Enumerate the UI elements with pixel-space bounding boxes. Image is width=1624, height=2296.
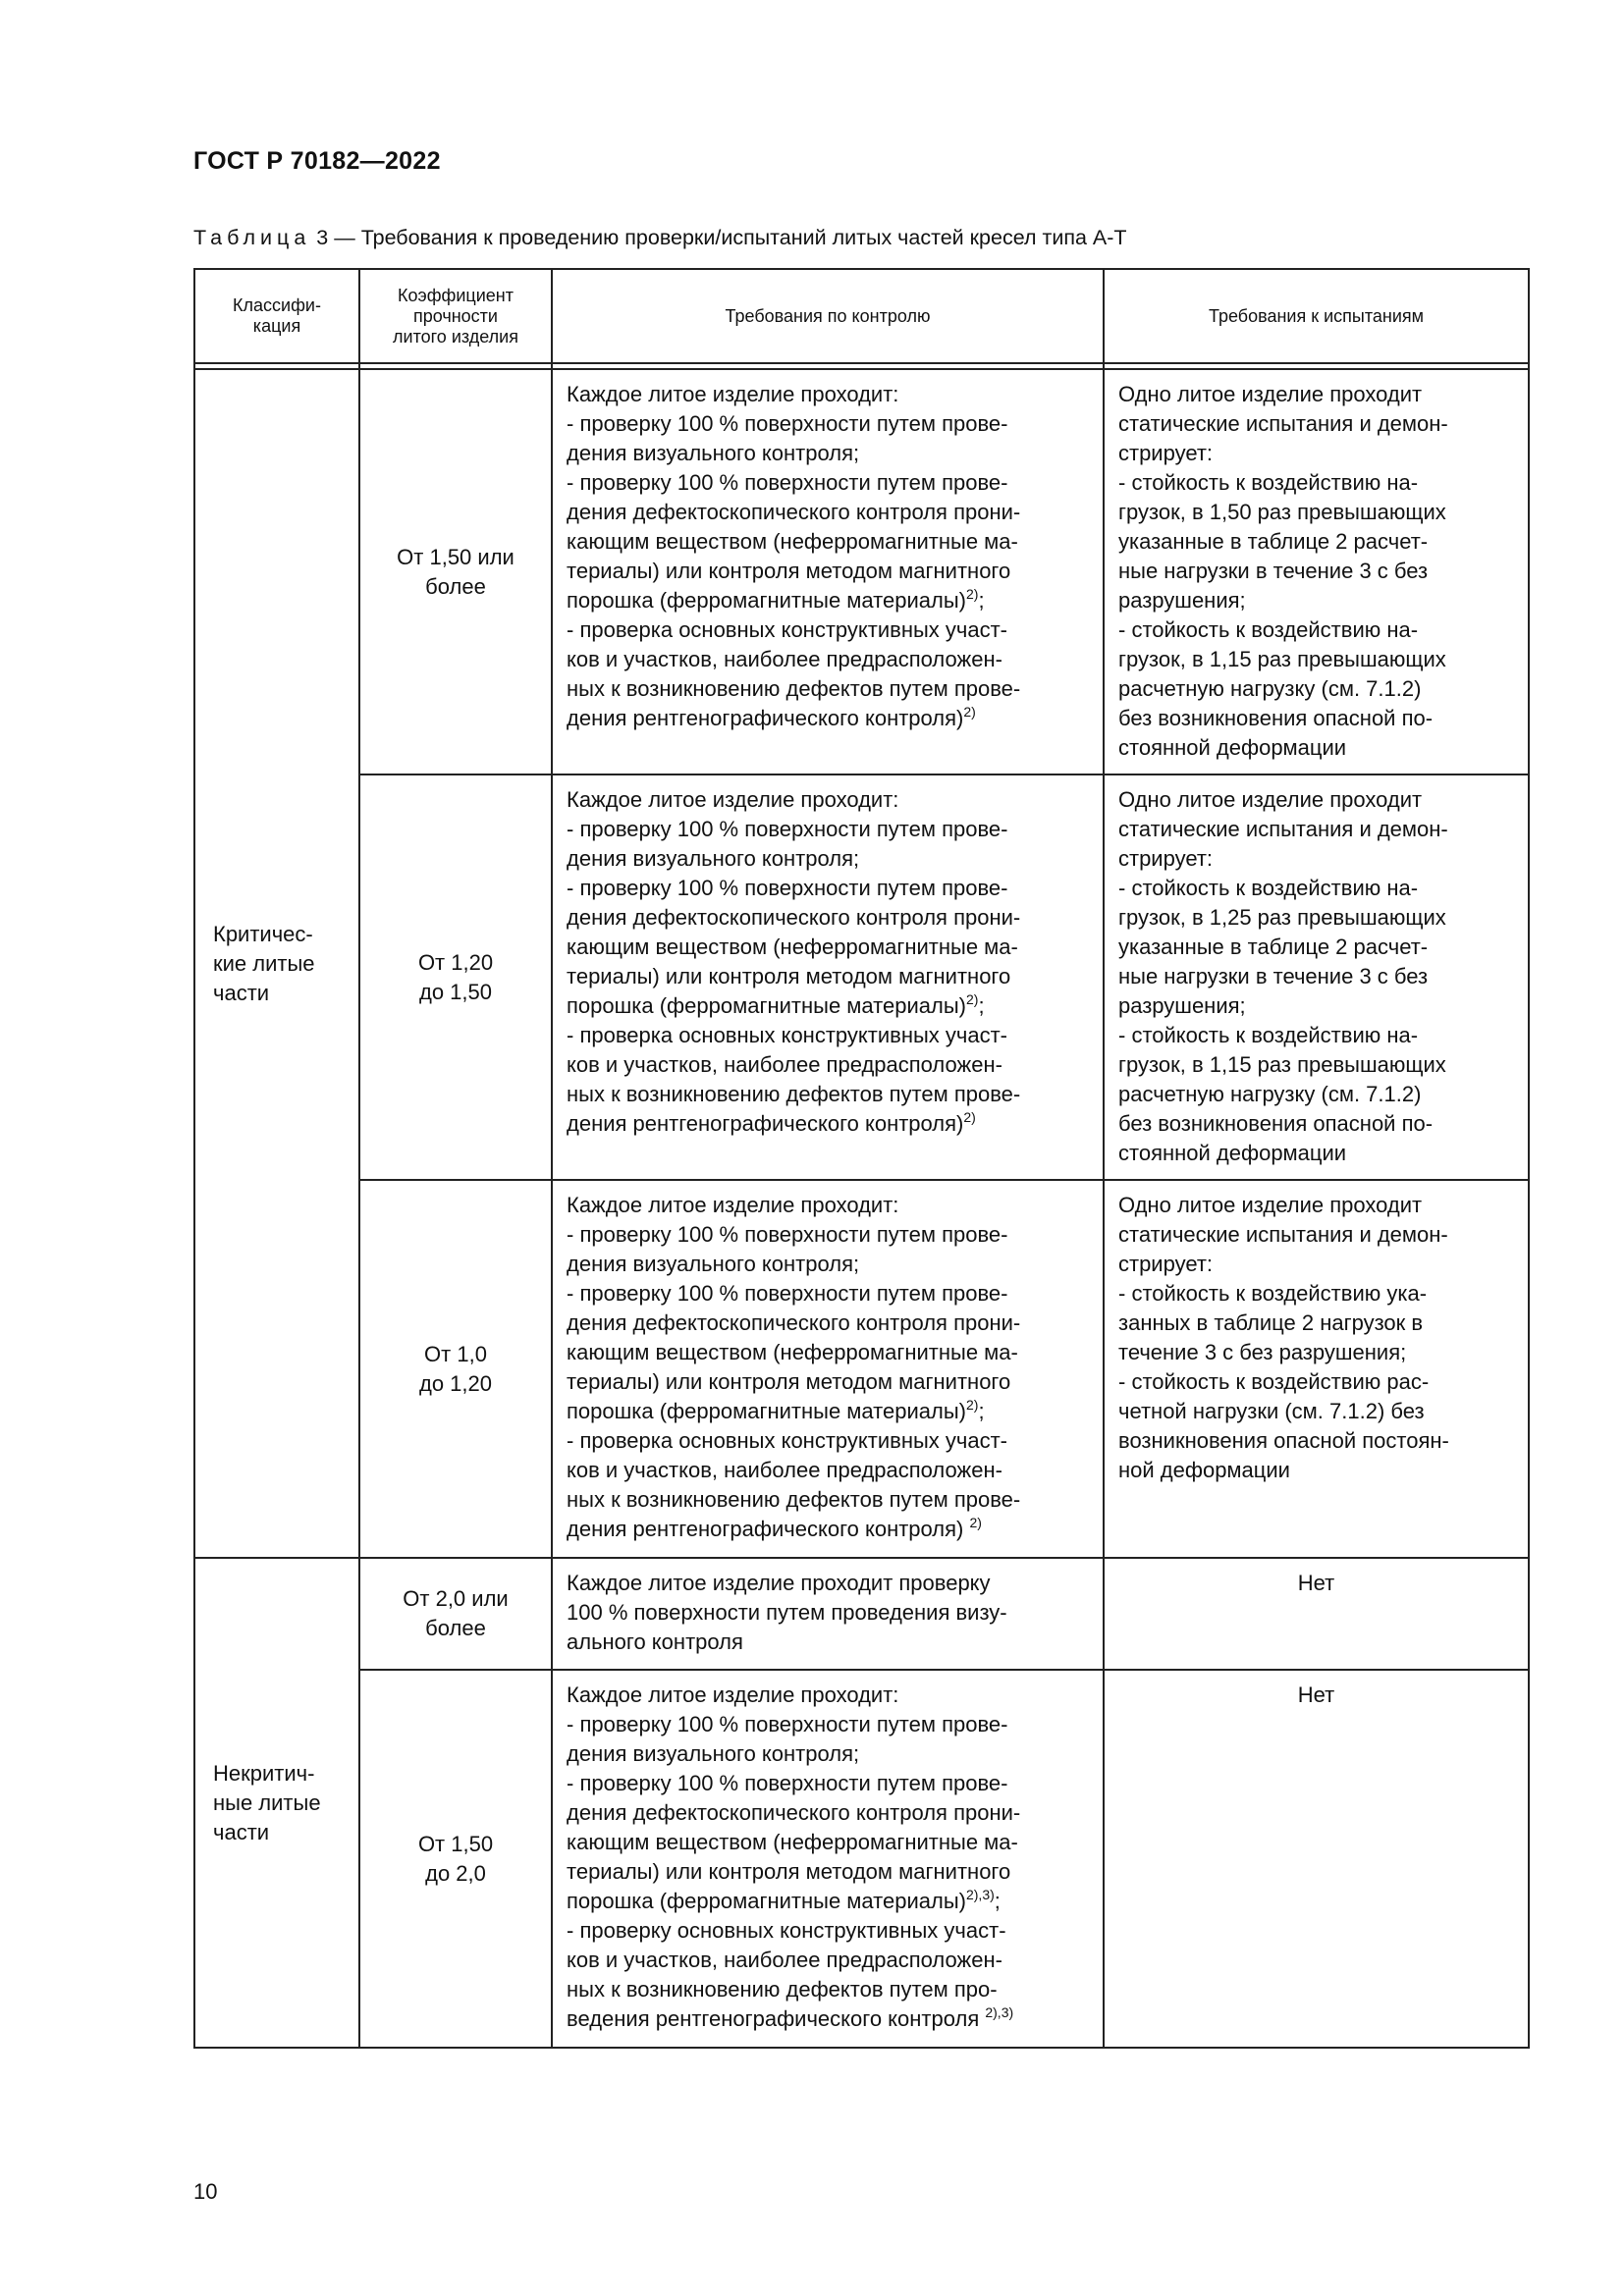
text-line: стрирует: — [1118, 441, 1214, 465]
text-line: четной нагрузки (см. 7.1.2) без — [1118, 1399, 1425, 1423]
text-line: - стойкость к воздействию на- — [1118, 1023, 1419, 1047]
tests-cell — [1104, 1180, 1529, 1558]
control-cell — [552, 369, 1104, 774]
text-line: - стойкость к воздействию ука- — [1118, 1281, 1428, 1306]
text-line: териалы) или контроля методом магнитного — [567, 559, 1011, 583]
text-line: - проверку 100 % поверхности путем прове- — [567, 411, 1008, 436]
control-cell — [552, 1670, 1104, 2048]
footnote-ref: 2) — [965, 586, 979, 602]
tests-cell — [1104, 369, 1529, 774]
text-line: Каждое литое изделие проходит: — [567, 1193, 899, 1217]
text-line: дения визуального контроля; — [567, 441, 860, 465]
text-line: Одно литое изделие проходит — [1118, 1193, 1423, 1217]
footnote-ref: 2) — [965, 991, 979, 1007]
text-line: дения визуального контроля; — [567, 846, 860, 871]
footnote-ref: 2),3) — [985, 2004, 1014, 2020]
text-line: ной деформации — [1118, 1458, 1290, 1482]
text-line: ков и участков, наиболее предрасположен- — [567, 1458, 1002, 1482]
text-line: грузок, в 1,50 раз превышающих — [1118, 500, 1446, 524]
text-line: ные нагрузки в течение 3 с без — [1118, 559, 1429, 583]
text-line: грузок, в 1,25 раз превышающих — [1118, 905, 1446, 930]
text-line: статические испытания и демон- — [1118, 1222, 1448, 1247]
table-row — [194, 1558, 1529, 1670]
tests-cell — [1104, 1558, 1529, 1670]
text-line: стрирует: — [1118, 1252, 1214, 1276]
text-line: териалы) или контроля методом магнитного — [567, 964, 1011, 988]
coefficient-cell: От 2,0 или более — [359, 1558, 552, 1670]
text-line: порошка (ферромагнитные материалы)$^{2)}$; — [567, 1397, 985, 1423]
table-row — [194, 369, 1529, 774]
text-line: ных к возникновению дефектов путем про- — [567, 1977, 998, 2002]
control-cell — [552, 774, 1104, 1180]
header-coefficient: Коэффициент прочности литого изделия — [359, 269, 552, 363]
tests-none: Нет — [1297, 1571, 1335, 1595]
text-line: ных к возникновению дефектов путем прове- — [567, 1487, 1021, 1512]
footnote-ref: 2) — [963, 1109, 976, 1125]
text-line: - проверку 100 % поверхности путем прове- — [567, 1281, 1008, 1306]
text-line: кающим веществом (неферромагнитные ма- — [567, 529, 1018, 554]
text-line: указанные в таблице 2 расчет- — [1118, 529, 1429, 554]
text-line: ального контроля — [567, 1629, 743, 1654]
text-line: статические испытания и демон- — [1118, 817, 1448, 841]
coefficient-cell: От 1,50 до 2,0 — [359, 1670, 552, 2048]
text-line: ные нагрузки в течение 3 с без — [1118, 964, 1429, 988]
text-line: - проверку 100 % поверхности путем прове- — [567, 470, 1008, 495]
text-line: разрушения; — [1118, 993, 1246, 1018]
coefficient-cell: От 1,50 или более — [359, 369, 552, 774]
text-line: Одно литое изделие проходит — [1118, 787, 1423, 812]
text-line: ведения рентгенографического контроля $^{2),3)}$ — [567, 2004, 1014, 2031]
table-row — [194, 1180, 1529, 1558]
text-line: - проверка основных конструктивных участ- — [567, 1023, 1007, 1047]
table-row — [194, 1670, 1529, 2048]
footnote-ref: 2) — [969, 1515, 982, 1530]
footnote-ref: 2),3) — [965, 1887, 995, 1902]
text-line: дения визуального контроля; — [567, 1741, 860, 1766]
classification-cell-critical: Критичес- кие литые части — [194, 369, 359, 1558]
text-line: статические испытания и демон- — [1118, 411, 1448, 436]
table-caption — [193, 226, 1127, 250]
control-cell — [552, 1180, 1104, 1558]
coefficient-cell: От 1,20 до 1,50 — [359, 774, 552, 1180]
control-cell — [552, 1558, 1104, 1670]
table-row — [194, 774, 1529, 1180]
header-control: Требования по контролю — [552, 269, 1104, 363]
text-line: грузок, в 1,15 раз превышающих — [1118, 1052, 1446, 1077]
footnote-ref: 2) — [963, 704, 976, 720]
text-line: - проверку 100 % поверхности путем прове- — [567, 1712, 1008, 1736]
text-line: ных к возникновению дефектов путем прове- — [567, 1082, 1021, 1106]
text-line: без возникновения опасной по- — [1118, 1111, 1434, 1136]
text-line: без возникновения опасной по- — [1118, 706, 1434, 730]
text-line: стоянной деформации — [1118, 735, 1347, 760]
text-line: Каждое литое изделие проходит: — [567, 382, 899, 406]
text-line: возникновения опасной постоян- — [1118, 1428, 1449, 1453]
text-line: дения дефектоскопического контроля прони- — [567, 905, 1021, 930]
text-line: дения дефектоскопического контроля прони- — [567, 1800, 1021, 1825]
document-code: ГОСТ Р 70182—2022 — [193, 147, 441, 175]
text-line: териалы) или контроля методом магнитного — [567, 1859, 1011, 1884]
text-line: ков и участков, наиболее предрасположен- — [567, 647, 1002, 671]
text-line: ных к возникновению дефектов путем прове- — [567, 676, 1021, 701]
text-line: - проверка основных конструктивных участ- — [567, 1428, 1007, 1453]
text-line: занных в таблице 2 нагрузок в — [1118, 1310, 1424, 1335]
text-line: Каждое литое изделие проходит: — [567, 1682, 899, 1707]
text-line: - проверку 100 % поверхности путем прове- — [567, 876, 1008, 900]
table-caption-text: 3 — Требования к проведению проверки/испытаний литых частей кресел типа А-Т — [310, 226, 1127, 249]
classification-cell-noncritical: Некритич- ные литые части — [194, 1558, 359, 2048]
text-line: стоянной деформации — [1118, 1141, 1347, 1165]
text-line: указанные в таблице 2 расчет- — [1118, 934, 1429, 959]
text-line: порошка (ферромагнитные материалы)$^{2),3)}$; — [567, 1887, 1001, 1913]
tests-none: Нет — [1297, 1682, 1335, 1707]
text-line: кающим веществом (неферромагнитные ма- — [567, 1830, 1018, 1854]
text-line: разрушения; — [1118, 588, 1246, 613]
text-line: порошка (ферромагнитные материалы)$^{2)}$; — [567, 991, 985, 1018]
tests-cell — [1104, 774, 1529, 1180]
header-classification: Классифи- кация — [194, 269, 359, 363]
text-line: - стойкость к воздействию рас- — [1118, 1369, 1430, 1394]
requirements-table — [193, 268, 1530, 2049]
text-line: дения рентгенографического контроля)$^{2)}$ — [567, 704, 976, 730]
text-line: грузок, в 1,15 раз превышающих — [1118, 647, 1446, 671]
text-line: дения визуального контроля; — [567, 1252, 860, 1276]
text-line: расчетную нагрузку (см. 7.1.2) — [1118, 676, 1422, 701]
text-line: - стойкость к воздействию на- — [1118, 470, 1419, 495]
text-line: - стойкость к воздействию на- — [1118, 876, 1419, 900]
text-line: дения дефектоскопического контроля прони- — [567, 500, 1021, 524]
text-line: - стойкость к воздействию на- — [1118, 617, 1419, 642]
text-line: Каждое литое изделие проходит проверку — [567, 1571, 991, 1595]
text-line: Одно литое изделие проходит — [1118, 382, 1423, 406]
text-line: кающим веществом (неферромагнитные ма- — [567, 934, 1018, 959]
text-line: Каждое литое изделие проходит: — [567, 787, 899, 812]
tests-cell — [1104, 1670, 1529, 2048]
text-line: - проверку 100 % поверхности путем прове- — [567, 1222, 1008, 1247]
coefficient-cell: От 1,0 до 1,20 — [359, 1180, 552, 1558]
text-line: - проверку 100 % поверхности путем прове- — [567, 817, 1008, 841]
text-line: дения рентгенографического контроля)$^{2)}$ — [567, 1109, 976, 1136]
text-line: порошка (ферромагнитные материалы)$^{2)}$; — [567, 586, 985, 613]
text-line: 100 % поверхности путем проведения визу- — [567, 1600, 1007, 1625]
text-line: дения рентгенографического контроля) $^{2)}$ — [567, 1515, 982, 1541]
text-line: кающим веществом (неферромагнитные ма- — [567, 1340, 1018, 1364]
text-line: ков и участков, наиболее предрасположен- — [567, 1052, 1002, 1077]
text-line: ков и участков, наиболее предрасположен- — [567, 1948, 1002, 1972]
page-number: 10 — [193, 2179, 218, 2204]
text-line: течение 3 с без разрушения; — [1118, 1340, 1407, 1364]
text-line: - проверку основных конструктивных участ- — [567, 1918, 1006, 1943]
text-line: стрирует: — [1118, 846, 1214, 871]
text-line: дения дефектоскопического контроля прони- — [567, 1310, 1021, 1335]
text-line: - проверка основных конструктивных участ- — [567, 617, 1007, 642]
text-line: териалы) или контроля методом магнитного — [567, 1369, 1011, 1394]
table-caption-label: Таблица — [193, 226, 311, 249]
text-line: - проверку 100 % поверхности путем прове- — [567, 1771, 1008, 1795]
text-line: расчетную нагрузку (см. 7.1.2) — [1118, 1082, 1422, 1106]
footnote-ref: 2) — [965, 1397, 979, 1413]
header-tests: Требования к испытаниям — [1104, 269, 1529, 363]
table-header-row — [194, 269, 1529, 363]
